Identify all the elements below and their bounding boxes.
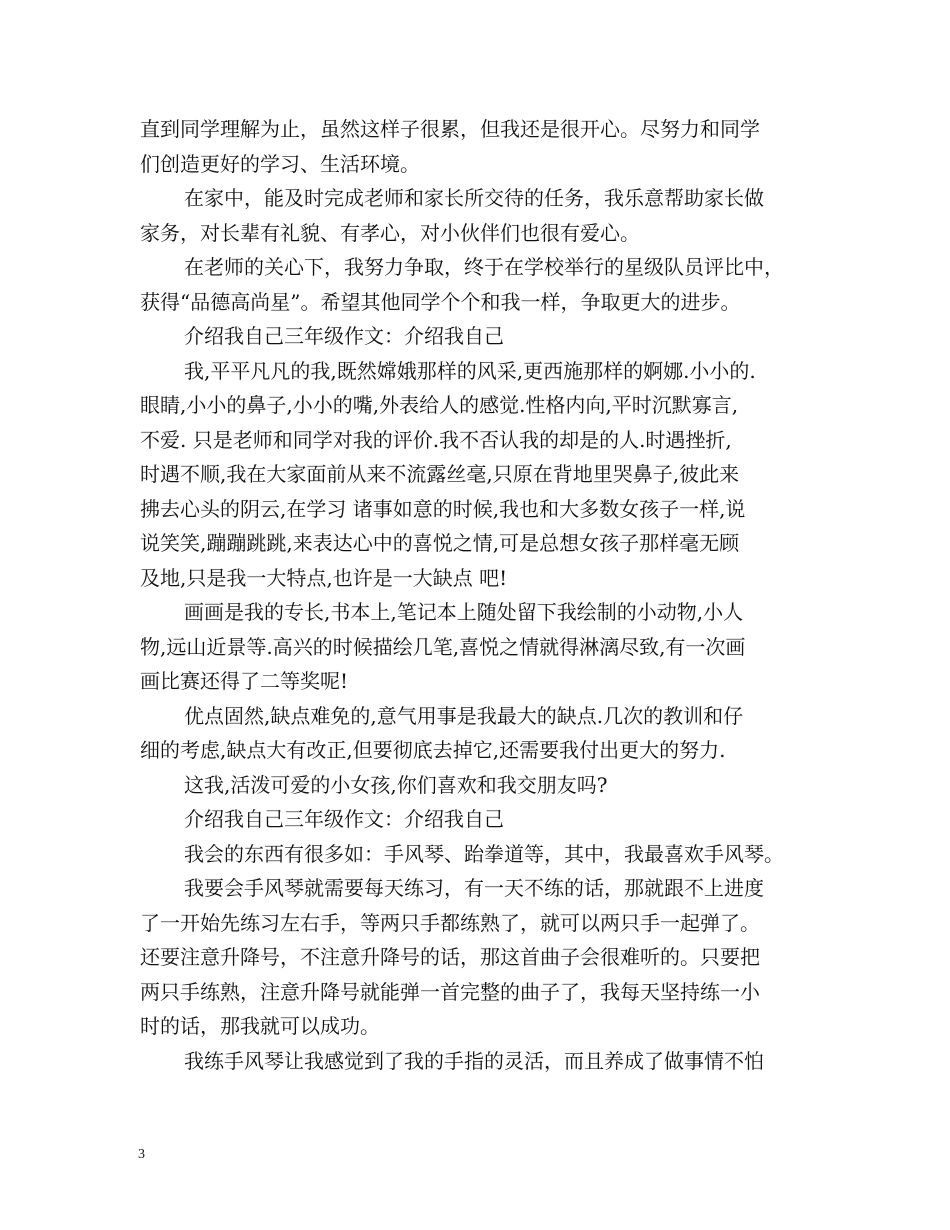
text-line: 时遇不顺,我在大家面前从来不流露丝毫,只原在背地里哭鼻子,彼此来 [140, 462, 740, 486]
text-line: 们创造更好的学习、生活环境。 [140, 151, 420, 176]
text-line: 我要会手风琴就需要每天练习，有一天不练的话，那就跟不上进度 [184, 876, 764, 900]
text-line: 在老师的关心下，我努力争取，终于在学校举行的星级队员评比中， [184, 255, 784, 279]
text-line: 我,平平凡凡的我,既然嫦娥那样的风采,更西施那样的婀娜.小小的. [184, 358, 756, 383]
text-line: 获得“品德高尚星”。希望其他同学个个和我一样，争取更大的进步。 [140, 289, 741, 314]
text-line: 直到同学理解为止，虽然这样子很累，但我还是很开心。尽努力和同学 [140, 117, 760, 141]
text-line: 说笑笑,蹦蹦跳跳,来表达心中的喜悦之情,可是总想女孩子那样毫无顾 [140, 531, 740, 555]
text-line: 拂去心头的阴云,在学习 诸事如意的时候,我也和大多数女孩子一样,说 [140, 496, 746, 521]
text-line: 画画是我的专长,书本上,笔记本上随处留下我绘制的小动物,小人 [184, 600, 744, 624]
text-line: 还要注意升降号，不注意升降号的话，那这首曲子会很难听的。只要把 [140, 945, 760, 969]
page-number: 3 [138, 1147, 145, 1162]
text-line: 时的话，那我就可以成功。 [140, 1014, 380, 1038]
text-line: 两只手练熟，注意升降号就能弹一首完整的曲子了，我每天坚持练一小 [140, 979, 760, 1004]
body-text [140, 112, 820, 1078]
text-line: 及地,只是我一大特点,也许是一大缺点 吧! [140, 565, 508, 590]
text-line: 家务，对长辈有礼貌、有孝心，对小伙伴们也很有爱心。 [140, 220, 640, 245]
text-line: 我练手风琴让我感觉到了我的手指的灵活，而且养成了做事情不怕 [184, 1048, 764, 1073]
text-line: 我会的东西有很多如：手风琴、跆拳道等，其中，我最喜欢手风琴。 [184, 841, 784, 866]
text-line: 介绍我自己三年级作文：介绍我自己 [184, 324, 504, 348]
text-line: 介绍我自己三年级作文：介绍我自己 [184, 807, 504, 831]
text-line: 眼睛,小小的鼻子,小小的嘴,外表给人的感觉.性格内向,平时沉默寡言, [140, 393, 739, 417]
text-line: 在家中，能及时完成老师和家长所交待的任务，我乐意帮助家长做 [184, 186, 764, 210]
text-line: 细的考虑,缺点大有改正,但要彻底去掉它,还需要我付出更大的努力. [140, 738, 726, 762]
text-line: 物,远山近景等.高兴的时候描绘几笔,喜悦之情就得淋漓尽致,有一次画 [140, 634, 746, 659]
text-line: 画比赛还得了二等奖呢! [140, 669, 349, 693]
text-line: 这我,活泼可爱的小女孩,你们喜欢和我交朋友吗? [184, 772, 608, 797]
text-line: 不爱. 只是老师和同学对我的评价.我不否认我的却是的人.时遇挫折, [140, 427, 732, 452]
text-line: 优点固然,缺点难免的,意气用事是我最大的缺点.几次的教训和仔 [184, 703, 744, 728]
text-line: 了一开始先练习左右手，等两只手都练熟了，就可以两只手一起弹了。 [140, 910, 760, 935]
